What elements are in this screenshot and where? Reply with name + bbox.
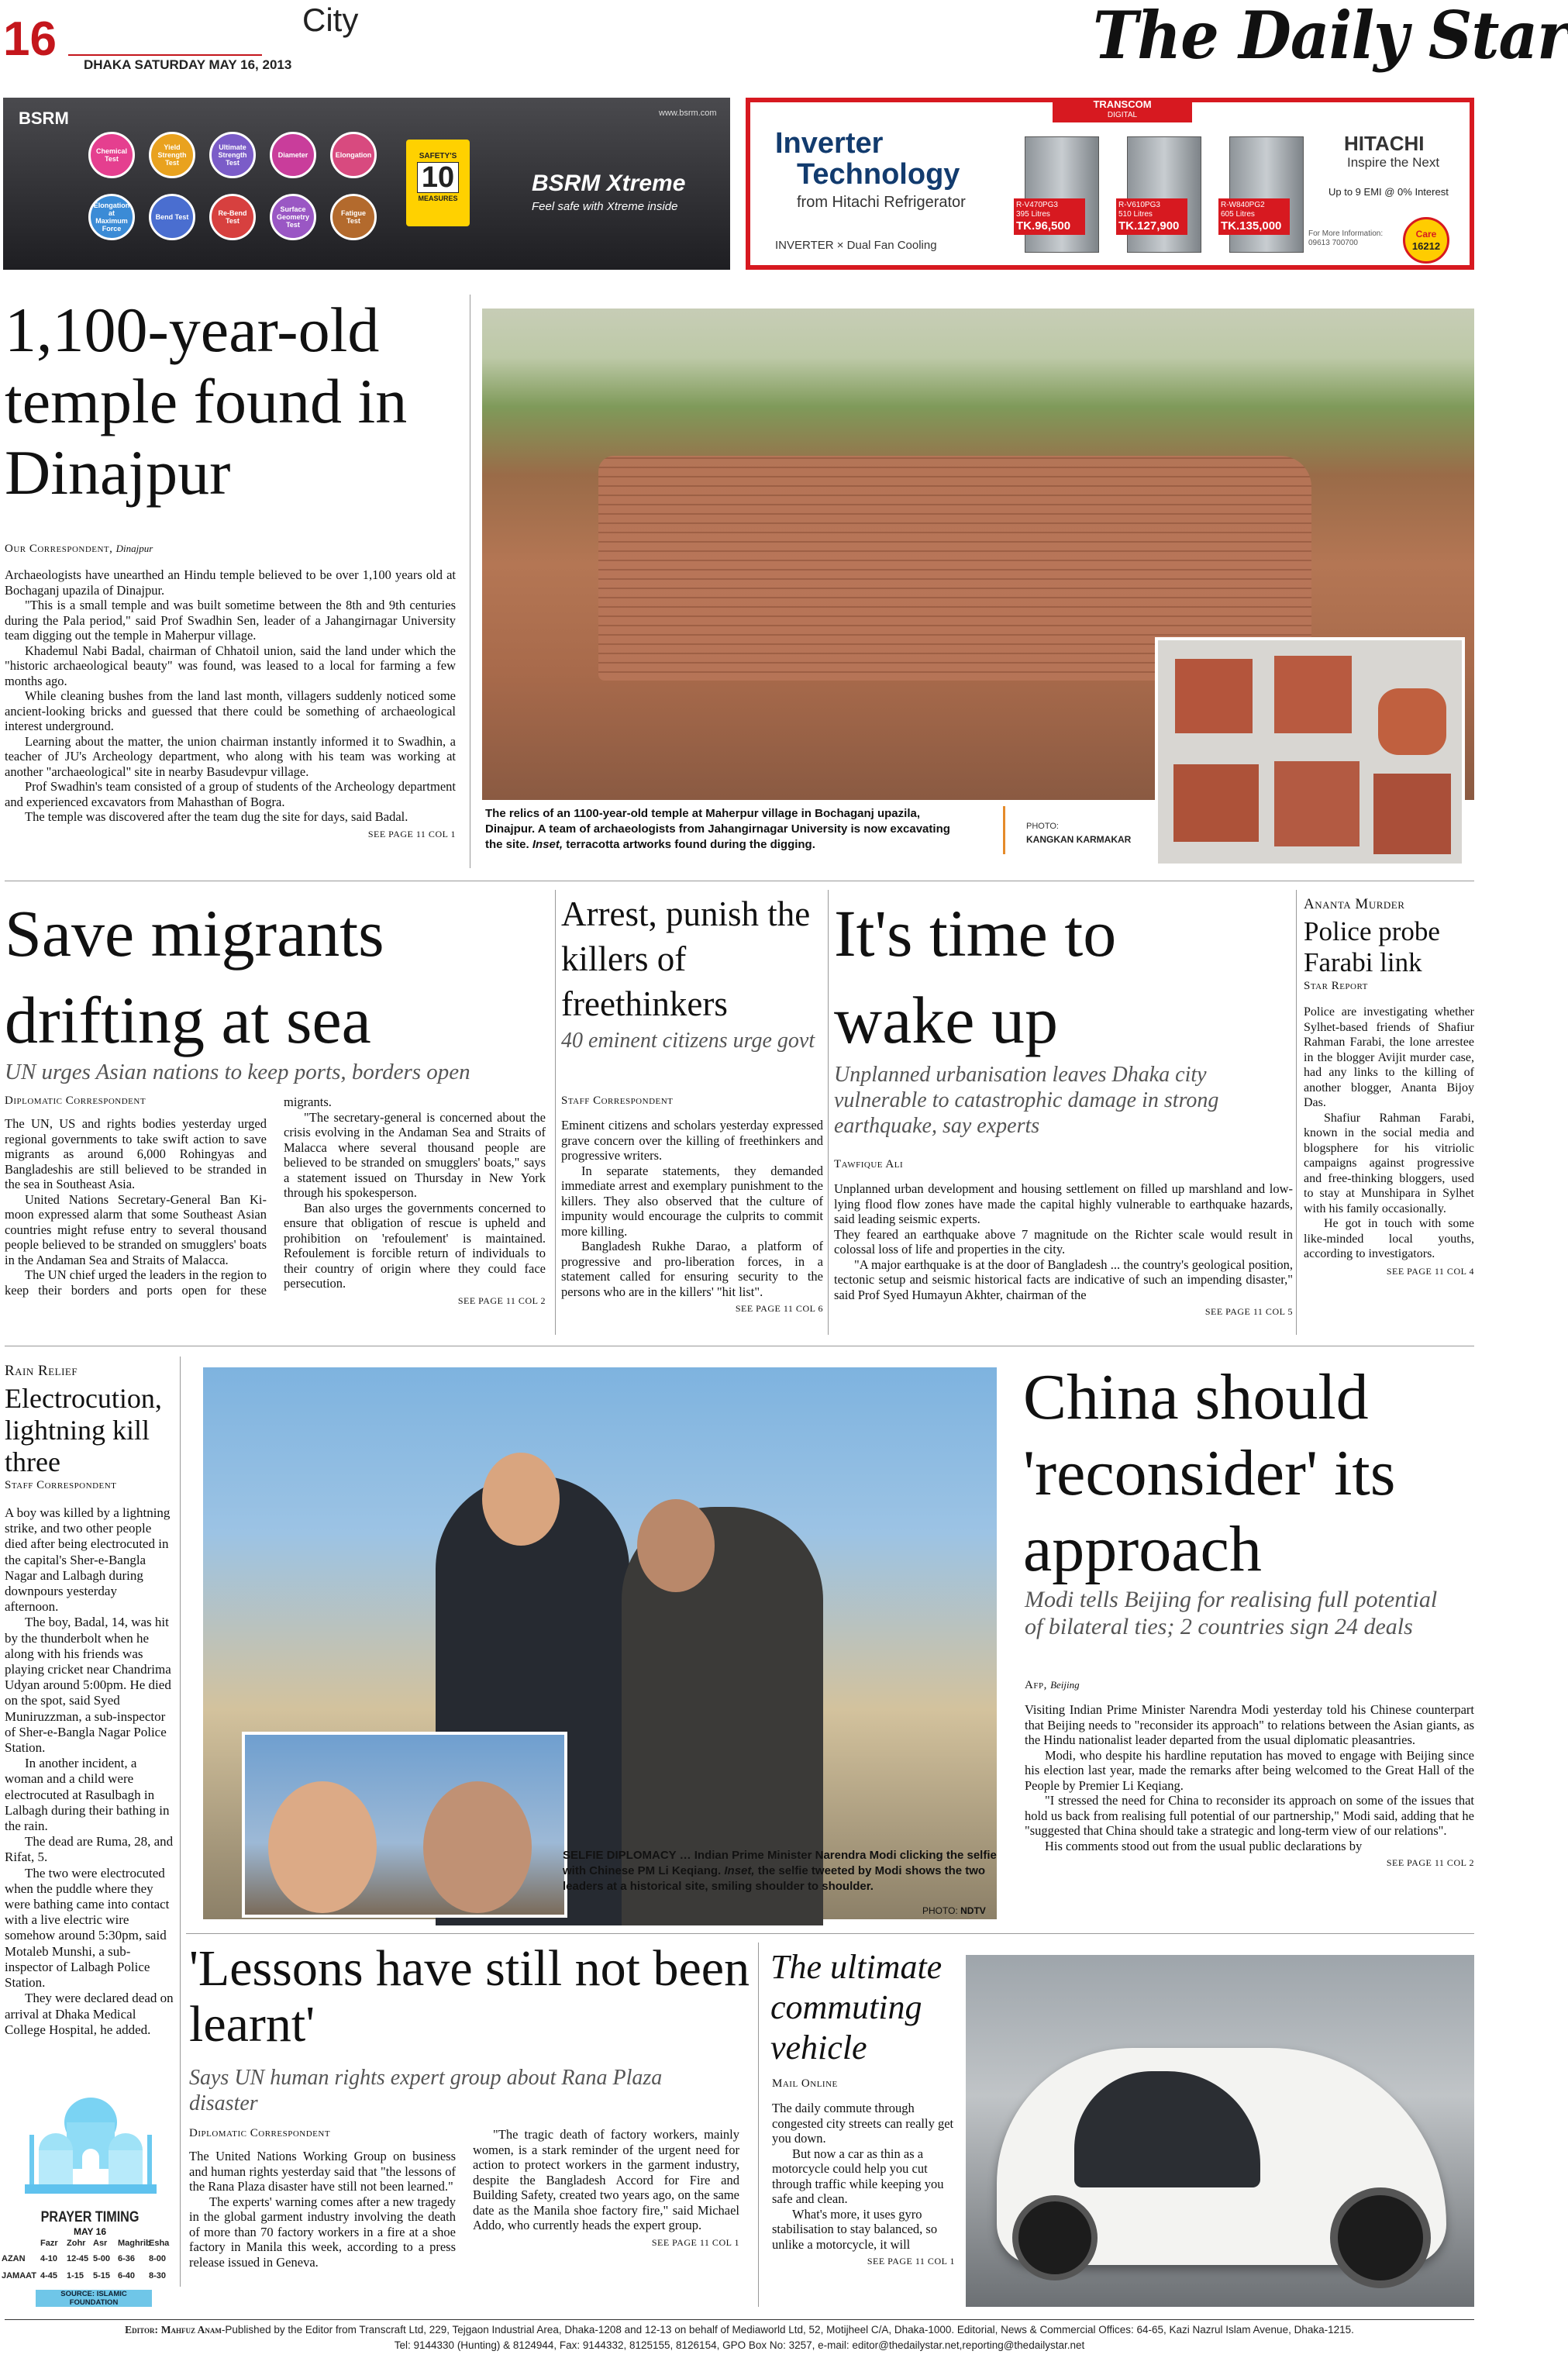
temple-photo-label: PHOTO:: [1026, 822, 1059, 831]
fridge-model: [1218, 129, 1315, 260]
migrants-body: [5, 1095, 546, 1335]
lightning-kicker: Rain Relief: [5, 1363, 78, 1379]
prayer-cell: 6-36: [118, 2254, 136, 2263]
paragraph: Khademul Nabi Badal, chairman of Chhatoil union, said the land under which the "historic archaeological beauty" was found, was leased to a local for farming a few months ago.: [5, 643, 456, 688]
temple-caption-rest: terracotta artworks found during the digging.: [566, 838, 815, 851]
test-badge: Ultimate Strength Test: [209, 132, 256, 178]
dealer-sub: DIGITAL: [1107, 111, 1138, 119]
fridge-price: TK.96,500: [1016, 219, 1071, 233]
hitachi-brand: HITACHI: [1344, 132, 1425, 155]
paragraph: The UN, US and rights bodies yesterday urged regional governments to take swift action to save migrants as around 6,000 Rohingyas and Bangladeshis are still believed to be stranded in the sea in Southeast Asia.: [5, 1116, 267, 1191]
china-deck: Modi tells Beijing for realising full potential of bilateral ties; 2 countries sign 24 deals: [1025, 1587, 1438, 1640]
byline-spacer: [189, 2127, 456, 2149]
test-badge: Fatigue Test: [330, 194, 377, 240]
rana-headline[interactable]: 'Lessons have still not been learnt': [189, 1940, 750, 2053]
imprint-line-1: [5, 2324, 1474, 2336]
see-page-link[interactable]: SEE PAGE 11 COL 2: [457, 1294, 546, 1306]
terracotta-tile: [1175, 659, 1253, 733]
safety-label: SAFETY'S: [419, 152, 457, 160]
vehicle-body: [772, 2101, 955, 2270]
fridge-name: R-W840PG2: [1221, 201, 1265, 209]
paragraph: The two were electrocuted when the puddle where they were bathing came into contact with a live electric wire somehow around 5:30pm, said Motaleb Munshi, a sub-inspector of Lalbagh Police Station.: [5, 1865, 170, 1991]
section-divider: [186, 1933, 1474, 1934]
lightning-headline[interactable]: Electrocution, lightning kill three: [5, 1383, 162, 1477]
prayer-header: Fazr: [40, 2239, 58, 2248]
bsrm-badges: [88, 132, 398, 264]
paragraph: Unplanned urban development and housing settlement on filled up marshland and low-lying flood flow zones have made the capital highly vulnerable to earthquake hazards, said leading seismic experts.: [834, 1181, 1293, 1226]
freethinkers-body: [561, 1118, 823, 1317]
vehicle-headline[interactable]: The ultimate commuting vehicle: [770, 1948, 943, 2067]
paragraph: While cleaning bushes from the land last month, villagers suddenly noticed some ancient-looking bricks and guessed that there could be something of archaeological interest underground.: [5, 688, 456, 733]
care-label: Care: [1415, 229, 1437, 240]
safety-box: [406, 140, 470, 226]
dealer-name: TRANSCOM: [1093, 98, 1152, 110]
rana-byline: Diplomatic Correspondent: [189, 2127, 331, 2139]
hitachi-emi: Up to 9 EMI @ 0% Interest: [1328, 186, 1449, 198]
temple-headline[interactable]: 1,100-year-old temple found in Dinajpur: [5, 295, 408, 508]
terracotta-tile: [1274, 761, 1360, 846]
test-badge: Re-Bend Test: [209, 194, 256, 240]
fridge-name: R-V610PG3: [1118, 201, 1160, 209]
bsrm-tagline: Feel safe with Xtreme inside: [532, 200, 678, 213]
paragraph: Archaeologists have unearthed an Hindu temple believed to be over 1,100 years old at Bochaganj upazila of Dinajpur.: [5, 567, 456, 598]
temple-photo: [482, 309, 1474, 800]
prayer-header: Zohr: [67, 2239, 86, 2248]
see-page-link[interactable]: SEE PAGE 11 COL 4: [1386, 1265, 1474, 1277]
fridge-price-tag: [1116, 198, 1187, 235]
footer-rule: [5, 2319, 1474, 2320]
paragraph: His comments stood out from the usual public declarations by: [1045, 1838, 1363, 1853]
safety-number: 10: [417, 162, 459, 193]
paragraph: In separate statements, they demanded immediate arrest and exemplary punishment to the killers. They also observed that the culture of impunity would encourage the culprits to commit more killing.: [561, 1163, 823, 1239]
test-badge: Chemical Test: [88, 132, 135, 178]
paragraph: But now a car as thin as a motorcycle could help you cut through traffic while keeping you safe and clean.: [772, 2146, 944, 2206]
inset-face-left: [268, 1781, 377, 1913]
paragraph: Prof Swadhin's team consisted of a group of students of the Archeology department and experienced excavators from Mahasthan of Bogra.: [5, 779, 456, 809]
temple-caption-inset: Inset,: [532, 838, 563, 851]
prayer-cell: 8-00: [149, 2254, 167, 2263]
bsrm-ad[interactable]: [3, 98, 730, 270]
temple-byline-place: Dinajpur: [115, 543, 153, 554]
selfie-caption-main: Indian Prime Minister Narendra Modi clicking the selfie with Chinese PM Li Keqiang.: [563, 1849, 997, 1877]
temple-caption-main: The relics of an 1100-year-old temple at Maherpur village in Bochaganj upazila, Dinajpur. A team of archaeologists from Jahangirnagar University is now excavating the site.: [485, 807, 950, 851]
prayer-source: SOURCE: ISLAMIC FOUNDATION: [36, 2290, 152, 2307]
paragraph: Ban also urges the governments concerned to ensure that obligation of rescue is upheld and prohibition on 'refoulement' is maintained. Refoulement is forcible return of individuals to their country of origin where they could face persecution.: [284, 1200, 546, 1291]
prayer-cell: 5-15: [93, 2271, 111, 2280]
prayer-cell: JAMAAT: [2, 2271, 37, 2280]
fridge-price: TK.135,000: [1221, 219, 1282, 233]
hitachi-info: For More Information: 09613 700700: [1308, 229, 1384, 247]
column-divider: [758, 1943, 759, 2307]
migrants-byline: Diplomatic Correspondent: [5, 1095, 146, 1107]
lightning-body: [5, 1505, 174, 2038]
paragraph: In another incident, a woman and a child were electrocuted at Rasulbagh in Lalbagh during their bathing in the rain.: [5, 1756, 170, 1834]
temple-body: [5, 567, 456, 842]
fridge-name: R-V470PG3: [1016, 201, 1058, 209]
paragraph: Police are investigating whether Sylhet-based friends of Shafiur Rahman Farabi, the lone arrestee in the blogger Avijit murder case, had any links to the killing of another blogger, Ananta Bijoy Das.: [1304, 1005, 1474, 1109]
earthquake-deck: Unplanned urbanisation leaves Dhaka city vulnerable to catastrophic damage in strong earthquake, say experts: [834, 1063, 1219, 1139]
prayer-cell: AZAN: [2, 2254, 26, 2263]
selfie-photo: [203, 1367, 997, 1919]
test-badge: Elongation: [330, 132, 377, 178]
fridge-size: 510 Litres: [1118, 210, 1153, 219]
prayer-cell: 5-00: [93, 2254, 111, 2263]
fridge-model: [1116, 129, 1212, 260]
modi-face: [637, 1499, 715, 1592]
transcom-banner: [1053, 98, 1192, 122]
fridge-model: [1014, 129, 1110, 260]
prayer-timing-box: [2, 2091, 178, 2307]
paragraph: Shafiur Rahman Farabi, known in the social media and blogsphere for his vitriolic campaigns against progressive and free-thinking bloggers, used to stay at Munshipara in Sylhet with his family occasionally.: [1304, 1111, 1474, 1215]
selfie-caption-rest: the selfie tweeted by Modi shows the two leaders at a historical site, smiling shoulder to shoulder.: [563, 1864, 986, 1893]
temple-byline: [5, 543, 153, 556]
selfie-photo-source: NDTV: [960, 1905, 986, 1916]
see-page-link[interactable]: SEE PAGE 11 COL 1: [867, 2256, 955, 2267]
care-number: 16212: [1411, 240, 1441, 252]
hitachi-headline-3: from Hitachi Refrigerator: [797, 194, 966, 211]
prayer-header: Asr: [93, 2239, 108, 2248]
paragraph: The daily commute through congested city streets can really get you down.: [772, 2101, 954, 2146]
see-page-link[interactable]: SEE PAGE 11 COL 2: [1386, 1857, 1474, 1868]
prayer-cell: 8-30: [149, 2271, 167, 2280]
test-badge: Yield Strength Test: [149, 132, 195, 178]
rana-deck: Says UN human rights expert group about Rana Plaza disaster: [189, 2066, 663, 2116]
china-body: [1025, 1702, 1474, 1871]
bsrm-logo: BSRM: [19, 109, 69, 128]
selfie-photo-credit: [922, 1905, 986, 1916]
column-divider: [180, 1357, 181, 2287]
prayer-date: MAY 16: [73, 2226, 107, 2237]
paragraph: The temple was discovered after the team dug the site for days, said Badal.: [25, 809, 408, 824]
paragraph: The United Nations Working Group on business and human rights yesterday said that "the lessons of the Rana Plaza disaster have still not been learned.": [189, 2149, 456, 2194]
byline-spacer: [5, 1095, 267, 1116]
fridge-size: 395 Litres: [1016, 210, 1050, 219]
mosque-icon: [25, 2091, 157, 2208]
prayer-title: PRAYER TIMING: [40, 2209, 140, 2225]
china-byline-place: Beijing: [1050, 1679, 1080, 1691]
column-divider: [555, 890, 556, 1335]
hitachi-headline-2: Technology: [797, 158, 960, 191]
li-keqiang-face: [482, 1453, 560, 1546]
china-byline-name: Afp,: [1025, 1679, 1047, 1691]
fridge-price-tag: [1218, 198, 1290, 235]
fridge-image: [1229, 136, 1304, 253]
vehicle-wheel: [1330, 2187, 1431, 2288]
china-headline[interactable]: China should 'reconsider' its approach: [1023, 1361, 1396, 1585]
imprint-text: -Published by the Editor from Transcraft Ltd, 229, Tejgaon Industrial Area, Dhaka-1208 and 12-13 on behalf of Mediaworld Ltd, 52, Motijheel C/A, Dhaka-1000. Editorial, News & Commercial Offices: 64-65, Kazi Nazrul Islam Avenue, Dhaka-1215.: [221, 2324, 1354, 2336]
fridge-image: [1127, 136, 1201, 253]
paragraph: "The secretary-general is concerned about the crisis evolving in the Andaman Sea and Straits of Malacca where several thousand people are believed to be stranded on smugglers' boats," says a statement issued on Thursday in New York through his spokesperson.: [284, 1109, 546, 1200]
column-divider: [828, 890, 829, 1335]
bsrm-url: www.bsrm.com: [659, 109, 717, 118]
prayer-cell: 4-10: [40, 2254, 58, 2263]
vehicle-byline: Mail Online: [772, 2077, 838, 2090]
temple-photo-credit: KANGKAN KARMAKAR: [1026, 834, 1132, 845]
vehicle-photo: [966, 1955, 1474, 2307]
paragraph: Bangladesh Rukhe Darao, a platform of progressive and pro-liberation forces, in a statement called for ensuring security to the persons who are in the killers' "hit list".: [561, 1239, 823, 1299]
migrants-headline[interactable]: Save migrants drifting at sea: [5, 896, 384, 1057]
paragraph: Eminent citizens and scholars yesterday expressed grave concern over the killing of freethinkers and progressive writers.: [561, 1118, 823, 1163]
column-divider: [1296, 890, 1297, 1335]
fridge-models: [1014, 129, 1324, 260]
terracotta-tile: [1274, 656, 1352, 733]
hitachi-ad[interactable]: [746, 98, 1474, 270]
china-byline: [1025, 1679, 1080, 1692]
temple-byline-name: Our Correspondent,: [5, 543, 113, 555]
see-page-link[interactable]: SEE PAGE 11 COL 6: [735, 1303, 823, 1314]
test-badge: Diameter: [270, 132, 316, 178]
paragraph: "The tragic death of factory workers, mainly women, is a stark reminder of the urgent need for action to protect workers in the garment industry, despite the Bangladesh Accord for Fire and Building Safety, created two years ago, on the same date as the Manila shoe factory fire," said Michael Addo, who currently heads the expert group.: [473, 2127, 739, 2232]
freethinkers-byline: Staff Correspondent: [561, 1095, 674, 1107]
imprint-line-2: Tel: 9144330 (Hunting) & 8124944, Fax: 9144332, 8125155, 8126154, GPO Box No: 3257, e-mail: editor@thedailystar.net,reporting@thedailystar.net: [394, 2339, 1085, 2351]
selfie-caption: [563, 1848, 997, 1894]
prayer-cell: 6-40: [118, 2271, 136, 2280]
see-page-link[interactable]: SEE PAGE 11 COL 1: [651, 2236, 739, 2248]
paragraph: "This is a small temple and was built sometime between the 8th and 9th centuries during the Pala period," said Prof Swadhin Sen, leader of a Jahangirnagar University team digging out the temple in Maherpur village.: [5, 598, 456, 643]
fridge-size: 605 Litres: [1221, 210, 1255, 219]
farabi-body: [1304, 1005, 1474, 1279]
farabi-kicker: Ananta Murder: [1304, 896, 1405, 912]
paragraph: United Nations Secretary-General Ban Ki-moon expressed alarm that some Southeast Asian countries might refuse entry to several thousand people believed to be stranded on smugglers' boats in the Andaman Sea and Straits of Malacca.: [5, 1191, 267, 1267]
test-badge: Elongation at Maximum Force: [88, 194, 135, 240]
paragraph: The UN chief urged the leaders in the region to keep their borders and ports open for these migrants.: [5, 1095, 332, 1298]
selfie-caption-inset: Inset,: [724, 1864, 755, 1877]
hitachi-brand-tag: Inspire the Next: [1347, 155, 1440, 170]
terracotta-tile: [1373, 774, 1451, 854]
freethinkers-headline[interactable]: Arrest, punish the killers of freethinkers: [561, 895, 811, 1023]
hitachi-headline-1: Inverter: [775, 127, 884, 160]
page-number: 16: [3, 12, 57, 66]
vehicle-wheel: [1012, 2195, 1098, 2280]
farabi-headline[interactable]: Police probe Farabi link: [1304, 916, 1440, 977]
care-badge: [1403, 217, 1449, 264]
prayer-cell: 12-45: [67, 2254, 89, 2263]
dateline: DHAKA SATURDAY MAY 16, 2013: [84, 57, 292, 72]
migrants-deck: UN urges Asian nations to keep ports, borders open: [5, 1060, 470, 1084]
section-rule: [68, 54, 262, 56]
fridge-price-tag: [1014, 198, 1085, 235]
paragraph: The dead are Ruma, 28, and Rifat, 5.: [5, 1834, 174, 1865]
see-page-link[interactable]: SEE PAGE 11 COL 1: [367, 828, 456, 839]
rana-body: [189, 2127, 739, 2307]
masthead-logo[interactable]: The Daily Star: [1093, 0, 1568, 74]
paragraph: The boy, Badal, 14, was hit by the thunderbolt when he along with his friends was playing cricket near Chandrima Udyan around 5:00pm. He died on the spot, said Syed Muniruzzman, a sub-inspector of Sher-e-Bangla Nagar Police Station.: [5, 1615, 171, 1756]
paragraph: They feared an earthquake above 7 magnitude on the Richter scale would result in colossal loss of life and properties in the city.: [834, 1226, 1293, 1257]
editor-label: Editor:: [125, 2324, 158, 2336]
selfie-caption-lead: SELFIE DIPLOMACY …: [563, 1849, 691, 1862]
test-badge: Bend Test: [149, 194, 195, 240]
paragraph: Modi, who despite his hardline reputation has moved to engage with Beijing since his election last year, made the remarks after being welcomed to the Great Hall of the People by Premier Li Keqiang.: [1025, 1747, 1474, 1793]
paragraph: Learning about the matter, the union chairman instantly informed it to Swadhin, a teacher of JU's Archeology department, who along with his team was working at another "archaeological" site in nearby Basudevpur village.: [5, 733, 456, 779]
earthquake-headline[interactable]: It's time to wake up: [834, 896, 1117, 1057]
caption-divider: [1003, 806, 1005, 854]
paragraph: "I stressed the need for China to reconsider its approach on some of the issues that hold us back from realising full potential of our partnership," Modi said, adding that he "suggested that China should take a strategic and long-term view of our relations".: [1025, 1793, 1474, 1838]
farabi-byline: Star Report: [1304, 980, 1368, 992]
freethinkers-deck: 40 eminent citizens urge govt: [561, 1029, 815, 1053]
editor-name: Mahfuz Anam: [160, 2324, 222, 2336]
prayer-cell: 1-15: [67, 2271, 84, 2280]
test-badge: Surface Geometry Test: [270, 194, 316, 240]
earthquake-byline: Tawfique Ali: [834, 1158, 904, 1170]
safety-sub: MEASURES: [418, 195, 458, 202]
prayer-cell: 4-45: [40, 2271, 58, 2280]
fridge-image: [1025, 136, 1099, 253]
lightning-byline: Staff Correspondent: [5, 1479, 117, 1491]
selfie-inset: [242, 1732, 567, 1918]
prayer-header: Esha: [149, 2239, 170, 2248]
prayer-header: Maghrib: [118, 2239, 151, 2248]
terracotta-tile: [1378, 688, 1446, 755]
paragraph: What's more, it uses gyro stabilisation to stay balanced, so unlike a motorcycle, it will: [772, 2206, 938, 2252]
paragraph: A boy was killed by a lightning strike, and two other people died after being electrocuted in the capital's Sher-e-Bangla Nagar and Lalbagh during downpours yesterday afternoon.: [5, 1505, 171, 1615]
paragraph: Visiting Indian Prime Minister Narendra Modi yesterday told his Chinese counterpart that Beijing needs to "reconsider its approach" to relations between the Asian giants, as the Hindu nationalist leader departed from the usual diplomatic pleasantries.: [1025, 1702, 1474, 1747]
terracotta-inset: [1155, 637, 1465, 867]
fridge-price: TK.127,900: [1118, 219, 1180, 233]
selfie-photo-label: PHOTO:: [922, 1905, 958, 1916]
earthquake-body: [834, 1181, 1293, 1320]
temple-caption: [485, 806, 966, 853]
section-name: City: [302, 2, 359, 38]
paragraph: The experts' warning comes after a new tragedy in the global garment industry involving the death of more than 70 factory workers in a fire at a shoe factory in Manila this week, according to a press release issued in Geneva.: [189, 2194, 456, 2270]
paragraph: "A major earthquake is at the door of Bangladesh ... the country's geological position, tectonic setup and seismic historical facts are indicative of such an impending disaster," said Prof Syed Humayun Akhter, chairman of the: [834, 1257, 1293, 1302]
hitachi-feature: INVERTER × Dual Fan Cooling: [775, 239, 937, 252]
paragraph: They were declared dead on arrival at Dhaka Medical College Hospital, he added.: [5, 1991, 174, 2037]
terracotta-tile: [1173, 764, 1259, 842]
inset-face-right: [423, 1781, 532, 1913]
see-page-link[interactable]: SEE PAGE 11 COL 5: [1204, 1306, 1293, 1317]
bsrm-product: BSRM Xtreme: [532, 171, 686, 196]
paragraph: He got in touch with some like-minded local youths, according to investigators.: [1304, 1217, 1474, 1260]
